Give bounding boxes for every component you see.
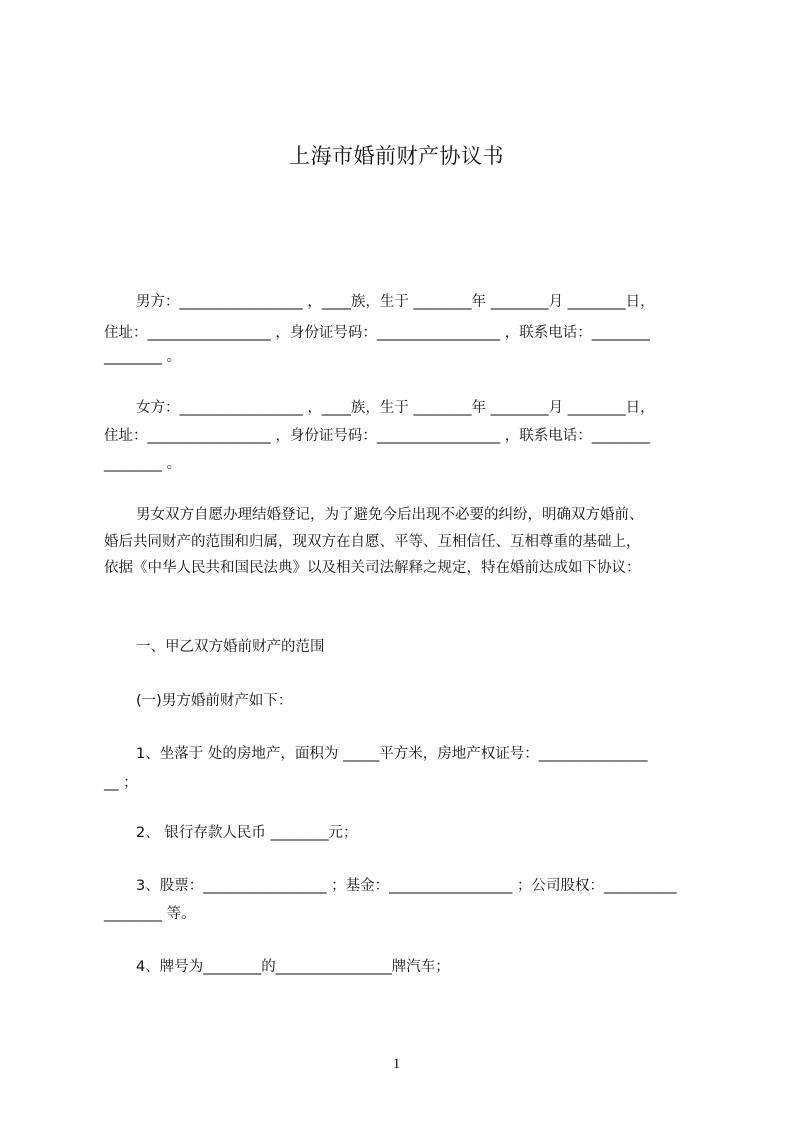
item-4: 4、牌号为________的________________牌汽车； (136, 959, 450, 975)
female-party-line-2: 住址：_________________ ，身份证号码：_________________ ，联系电话：________ (104, 428, 650, 444)
item-3-line-2: ________ 等。 (104, 906, 196, 922)
section-1-heading: 一、甲乙双方婚前财产的范围 (136, 639, 325, 655)
page-number: 1 (392, 1056, 401, 1072)
item-1-line-1: 1、坐落于 处的房地产，面积为 _____平方米，房地产权证号：_______________ (136, 746, 648, 762)
female-party-line-3: ________ 。 (104, 456, 182, 472)
item-2: 2、 银行存款人民币 ________元； (136, 825, 358, 841)
female-party-line-1: 女方：_________________ ，____族，生于 ________年 ________月 ________日， (136, 400, 655, 416)
document-title: 上海市婚前财产协议书 (289, 144, 504, 168)
male-party-line-1: 男方：_________________ ，____族，生于 ________年 ________月 ________日， (136, 294, 655, 310)
preamble-line-1: 男女双方自愿办理结婚登记，为了避免今后出现不必要的纠纷，明确双方婚前、 (136, 507, 644, 523)
preamble-line-2: 婚后共同财产的范围和归属，现双方在自愿、平等、互相信任、互相尊重的基础上， (104, 534, 641, 550)
item-3-line-1: 3、股票：_________________ ；基金：_________________ ；公司股权：__________ (136, 878, 677, 894)
preamble-line-3: 依据《中华人民共和国民法典》以及相关司法解释之规定，特在婚前达成如下协议： (104, 560, 641, 576)
male-party-line-2: 住址：_________________ ，身份证号码：_________________ ，联系电话：________ (104, 325, 650, 341)
item-1-line-2: __ ； (104, 775, 138, 791)
male-party-line-3: ________ 。 (104, 349, 182, 365)
subsection-1-heading: (一)男方婚前财产如下： (136, 693, 293, 709)
